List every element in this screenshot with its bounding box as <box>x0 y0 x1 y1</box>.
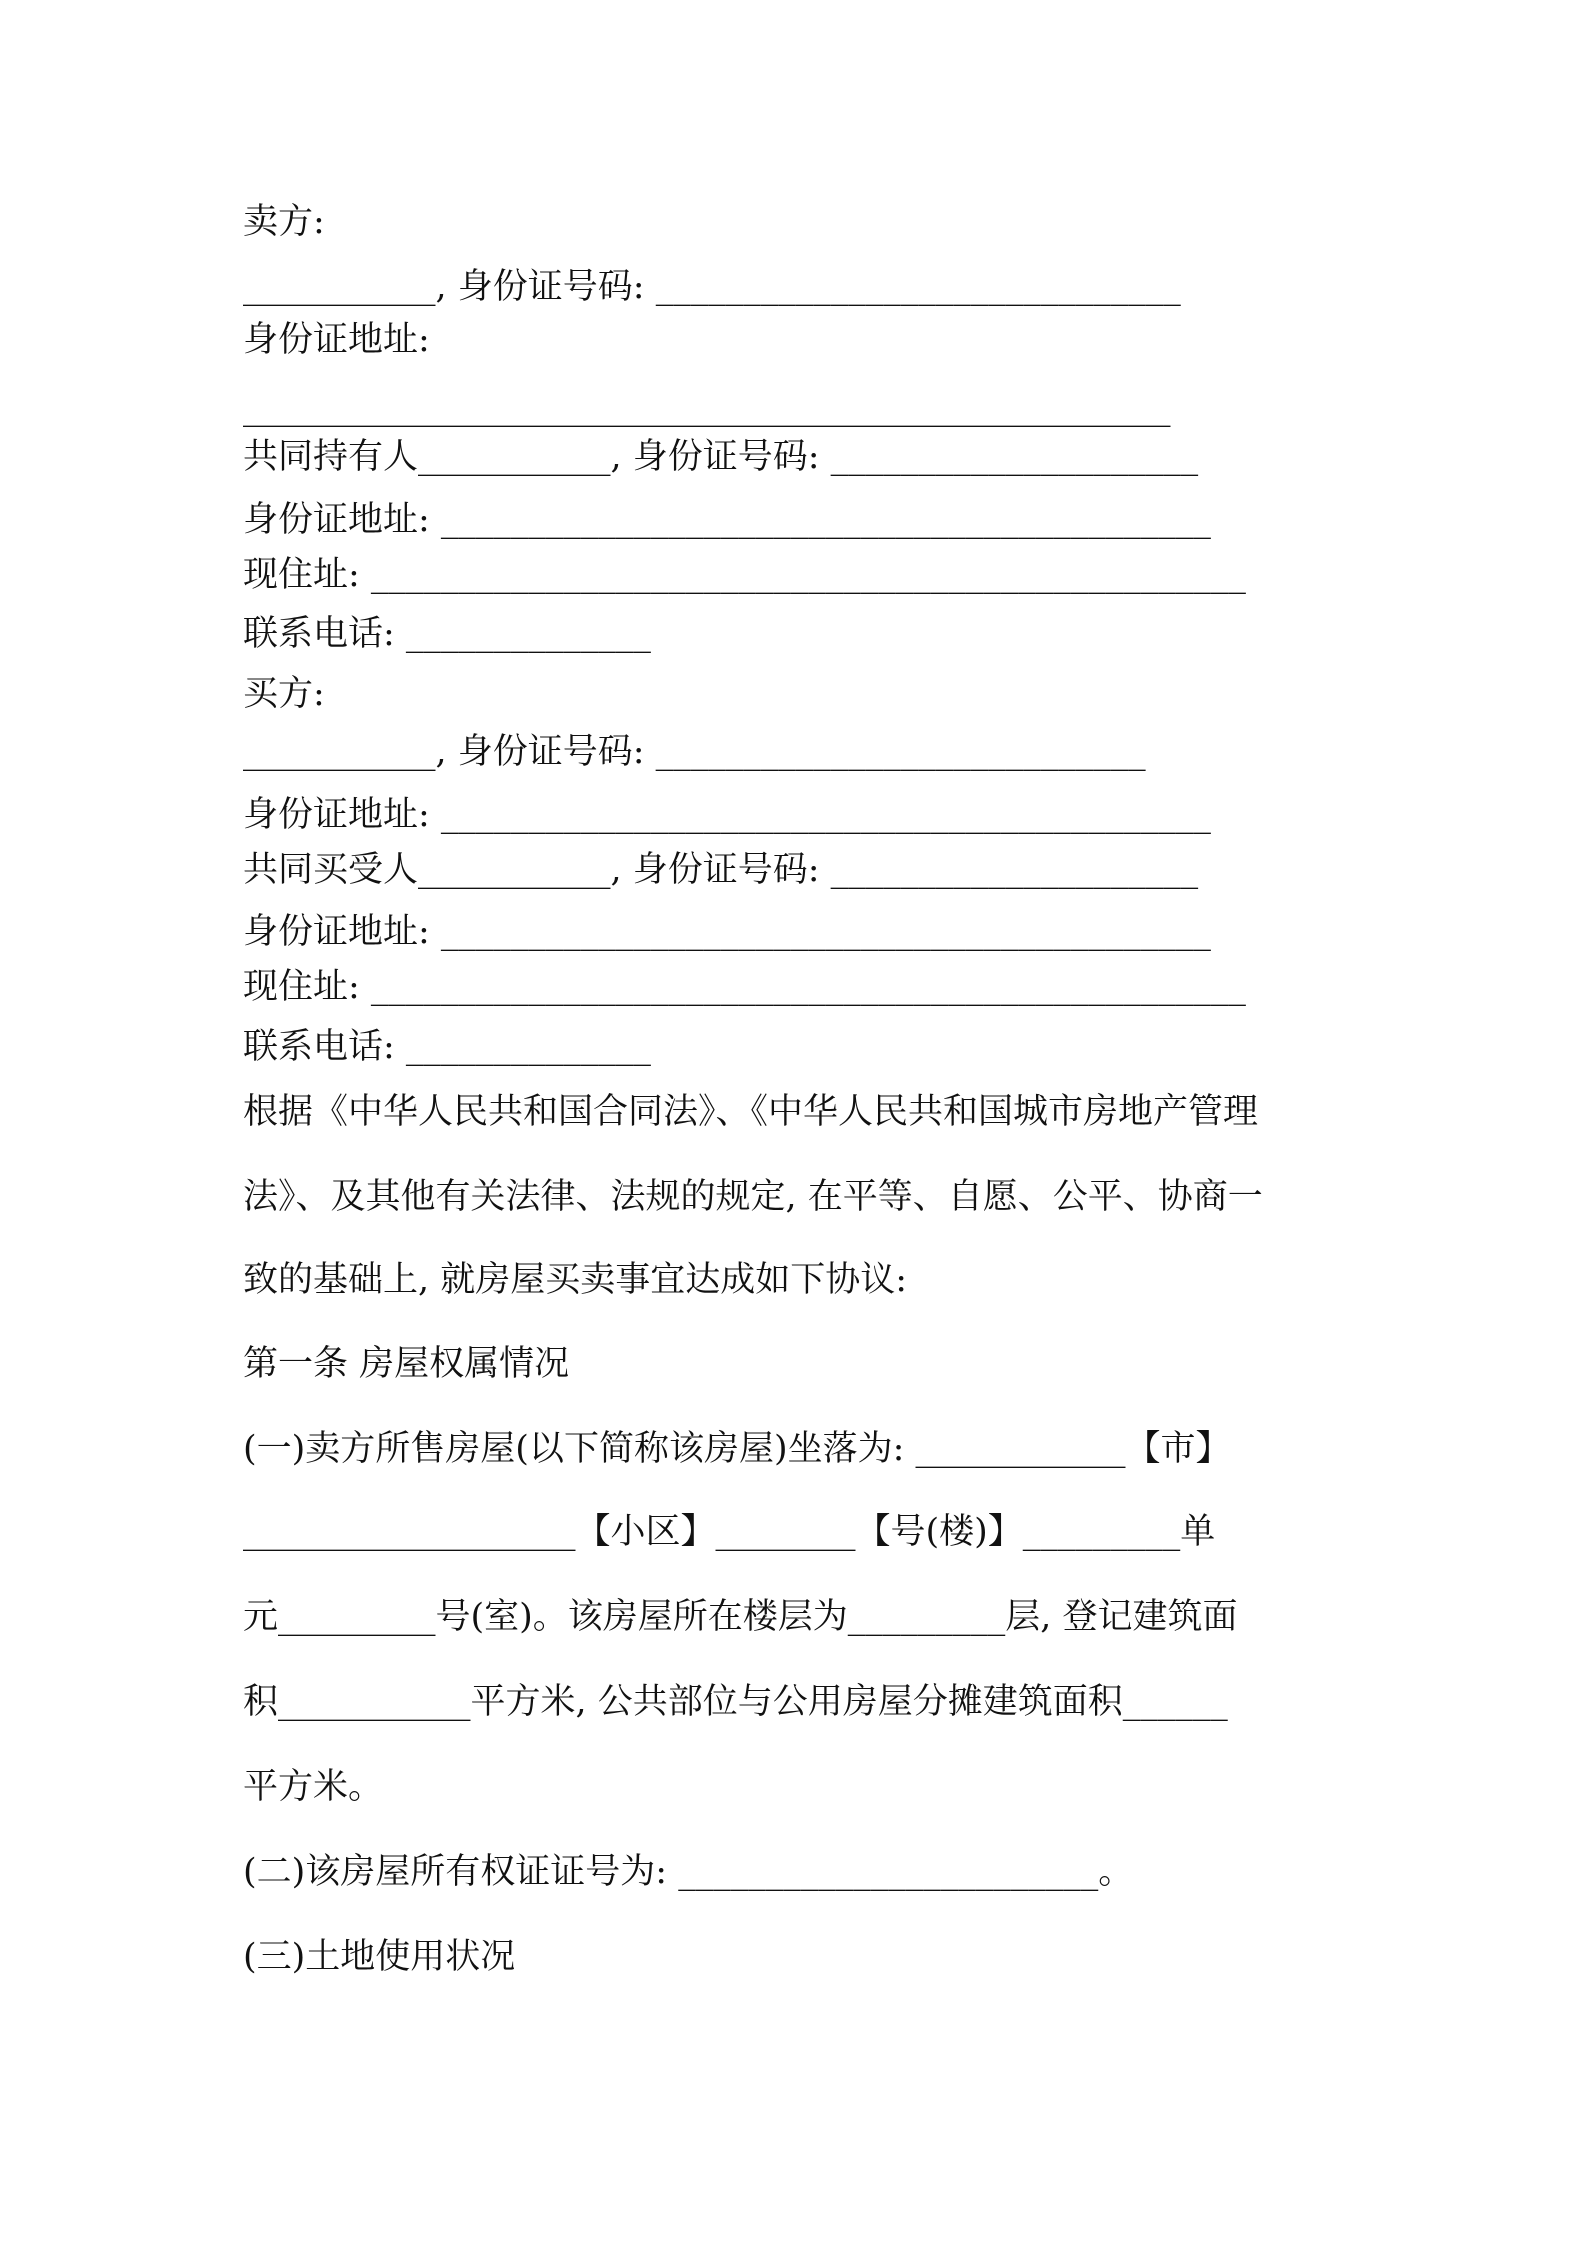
preamble-line-1: 根据《中华人民共和国合同法》、《中华人民共和国城市房地产管理 <box>243 1092 1259 1132</box>
buyer-id-address-2: 身份证地址: ____________________________________________ <box>243 912 1211 952</box>
article-1-title: 第一条 房屋权属情况 <box>243 1344 570 1384</box>
buyer-phone: 联系电话: ______________ <box>243 1027 651 1067</box>
seller-phone: 联系电话: ______________ <box>243 614 651 654</box>
seller-id-address-2: 身份证地址: ____________________________________________ <box>243 500 1211 540</box>
clause-1-line-5: 平方米。 <box>243 1767 384 1807</box>
seller-name-blank: ___________, <box>243 267 447 307</box>
seller-name-id-line <box>243 265 1358 309</box>
preamble-line-3: 致的基础上, 就房屋买卖事宜达成如下协议: <box>243 1260 908 1300</box>
buyer-id-address: 身份证地址: ____________________________________________ <box>243 795 1211 835</box>
buyer-current-address: 现住址: __________________________________________________ <box>243 967 1246 1007</box>
clause-1-line-2: ___________________【小区】________【号(楼)】_________单 <box>243 1512 1216 1552</box>
clause-2: (二)该房屋所有权证证号为: ________________________。 <box>243 1852 1134 1892</box>
buyer-heading: 买方: <box>243 674 325 714</box>
seller-id-label: 身份证号码: <box>457 267 645 307</box>
seller-id-blank: ______________________________ <box>655 267 1181 307</box>
co-buyer-line: 共同买受人___________, 身份证号码: _____________________ <box>243 850 1199 890</box>
seller-id-address-blank: _____________________________________________________ <box>243 388 1171 428</box>
co-holder-line: 共同持有人___________, 身份证号码: _____________________ <box>243 437 1199 477</box>
preamble-line-2: 法》、及其他有关法律、法规的规定, 在平等、自愿、公平、协商一 <box>243 1177 1263 1217</box>
buyer-name-id-line: ___________, 身份证号码: ____________________________ <box>243 732 1146 772</box>
seller-current-address: 现住址: __________________________________________________ <box>243 555 1246 595</box>
seller-id-address-label: 身份证地址: <box>243 320 430 360</box>
clause-3: (三)土地使用状况 <box>243 1937 516 1977</box>
clause-1-line-1: (一)卖方所售房屋(以下简称该房屋)坐落为: ____________【市】 <box>243 1429 1231 1469</box>
clause-1-line-4: 积___________平方米, 公共部位与公用房屋分摊建筑面积______ <box>243 1682 1228 1722</box>
clause-1-line-3: 元_________号(室)。该房屋所在楼层为_________层, 登记建筑面 <box>243 1597 1238 1637</box>
seller-heading: 卖方: <box>243 202 325 242</box>
